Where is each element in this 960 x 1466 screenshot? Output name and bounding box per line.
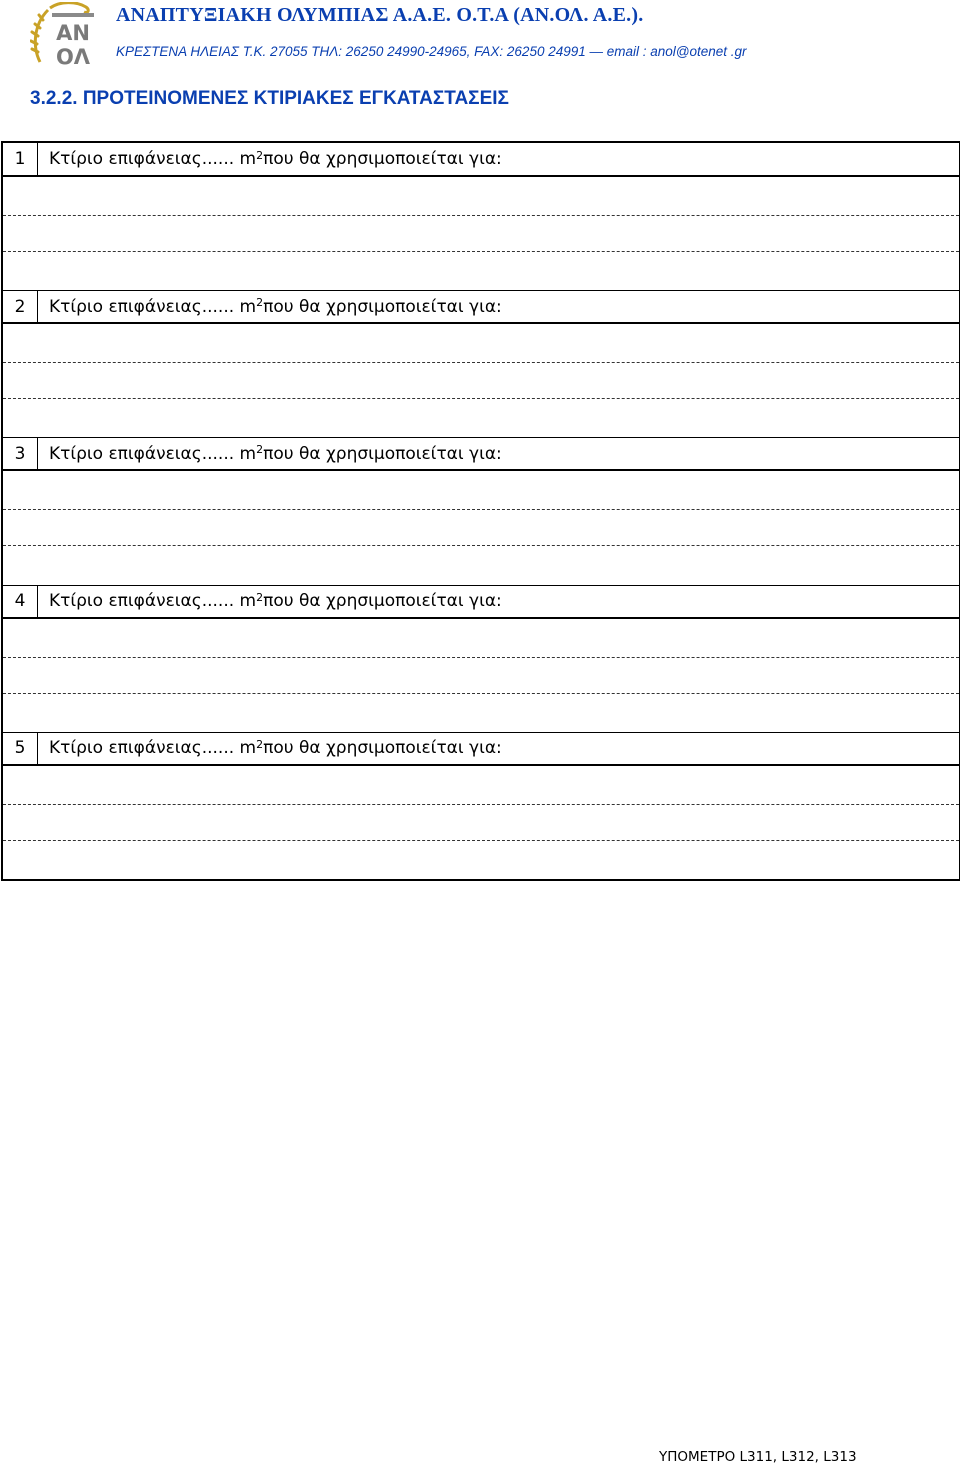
dotted-fill-line[interactable] [3, 693, 959, 694]
label-text-rest: που θα χρησιμοποιείται για: [263, 443, 502, 464]
building-label [38, 733, 502, 764]
building-label [38, 586, 502, 617]
building-number: 1 [3, 143, 38, 175]
label-text-rest: που θα χρησιμοποιείται για: [263, 591, 502, 612]
building-number: 2 [3, 291, 38, 322]
label-superscript: 2 [256, 148, 264, 162]
building-row-header [3, 585, 959, 619]
anol-logo [30, 2, 106, 70]
building-label [38, 291, 502, 322]
building-row-header [3, 290, 959, 324]
building-row-4 [3, 585, 959, 732]
building-row-2 [3, 290, 959, 437]
label-superscript: 2 [256, 737, 264, 751]
label-text-rest: που θα χρησιμοποιείται για: [263, 149, 502, 169]
label-text: Κτίριο επιφάνειας...... m [49, 149, 257, 169]
logo-text-bottom: ΟΛ [55, 45, 91, 69]
building-row-3 [3, 437, 959, 584]
building-number: 5 [3, 733, 38, 764]
dotted-fill-line[interactable] [3, 657, 959, 658]
dotted-fill-line[interactable] [3, 362, 959, 363]
building-number: 3 [3, 438, 38, 469]
building-number: 4 [3, 586, 38, 617]
label-text: Κτίριο επιφάνειας...... m [49, 443, 257, 464]
label-text: Κτίριο επιφάνειας...... m [49, 738, 257, 759]
dotted-fill-line[interactable] [3, 215, 959, 216]
dotted-fill-line[interactable] [3, 398, 959, 399]
logo-text-top: ΑΝ [56, 21, 90, 45]
page-footer: ΥΠΟΜΕΤΡΟ L311, L312, L313 [659, 1449, 857, 1465]
label-superscript: 2 [256, 590, 264, 604]
section-title: 3.2.2. ΠΡΟΤΕΙΝΟΜΕΝΕΣ ΚΤΙΡΙΑΚΕΣ ΕΓΚΑΤΑΣΤΑΣΕΙΣ [30, 88, 509, 109]
label-text-rest: που θα χρησιμοποιείται για: [263, 296, 502, 317]
dotted-fill-line[interactable] [3, 804, 959, 805]
label-superscript: 2 [256, 443, 264, 457]
building-row-header [3, 143, 959, 177]
building-row-5 [3, 732, 959, 879]
label-text: Κτίριο επιφάνειας...... m [49, 591, 257, 612]
building-row-header [3, 732, 959, 766]
dotted-fill-line[interactable] [3, 509, 959, 510]
building-label [38, 143, 502, 175]
label-text-rest: που θα χρησιμοποιείται για: [263, 738, 502, 759]
letterhead [0, 0, 960, 72]
label-text: Κτίριο επιφάνειας...... m [49, 296, 257, 317]
dotted-fill-line[interactable] [3, 545, 959, 546]
contact-line: ΚΡΕΣΤΕΝΑ ΗΛΕΙΑΣ Τ.Κ. 27055 ΤΗΛ: 26250 24990-24965, FAX: 26250 24991 — email : anol@otenet .gr [116, 44, 747, 59]
building-row-1 [3, 143, 959, 290]
dotted-fill-line[interactable] [3, 251, 959, 252]
dotted-fill-line[interactable] [3, 840, 959, 841]
label-superscript: 2 [256, 296, 264, 310]
organization-name: ΑΝΑΠΤΥΞΙΑΚΗ ΟΛΥΜΠΙΑΣ Α.Α.Ε. Ο.Τ.Α (ΑΝ.ΟΛ. Α.Ε.). [116, 4, 644, 26]
buildings-table [1, 141, 960, 881]
building-row-header [3, 437, 959, 471]
building-label [38, 438, 502, 469]
